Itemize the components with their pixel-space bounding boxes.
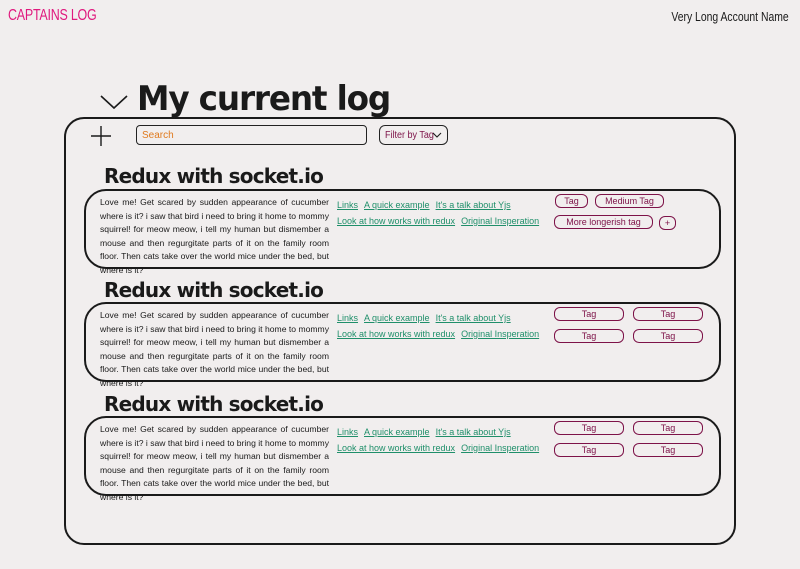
tag-chip[interactable]: Tag bbox=[554, 421, 624, 435]
page-title: My current log bbox=[137, 79, 391, 119]
entry-link[interactable]: Look at how works with redux bbox=[337, 216, 456, 226]
entry-link[interactable]: It's a talk about Yjs bbox=[435, 427, 511, 437]
entry-links bbox=[337, 311, 540, 343]
entry-link[interactable]: A quick example bbox=[364, 313, 430, 323]
chevron-down-icon[interactable] bbox=[100, 94, 128, 110]
tag-chip[interactable]: Tag bbox=[633, 329, 703, 343]
filter-label: Filter by Tag bbox=[385, 129, 434, 141]
add-tag-button[interactable]: + bbox=[659, 216, 676, 230]
entry-link[interactable]: Links bbox=[337, 427, 359, 437]
tag-chip[interactable]: Tag bbox=[633, 307, 703, 321]
entry-link[interactable]: Original Insperation bbox=[461, 329, 540, 339]
tag-chip[interactable]: Tag bbox=[554, 443, 624, 457]
entry-title: Redux with socket.io bbox=[104, 164, 324, 188]
entry-body: Love me! Get scared by sudden appearance of cucumber where is it? i saw that bird i need to bring it home to mommy squirrel! for meow meow, i tell my human but dismember a mouse and then regurgitate parts of it on the family room floor. Then cats take over the world mice under the bed, but where is it? bbox=[100, 424, 329, 502]
entry-link[interactable]: It's a talk about Yjs bbox=[435, 200, 511, 210]
chevron-down-icon bbox=[432, 131, 442, 139]
tag-chip[interactable]: Tag bbox=[633, 443, 703, 457]
tag-chip[interactable]: Tag bbox=[554, 307, 624, 321]
entry-links bbox=[337, 198, 540, 230]
entry-title: Redux with socket.io bbox=[104, 278, 324, 302]
entry-body: Love me! Get scared by sudden appearance of cucumber where is it? i saw that bird i need to bring it home to mommy squirrel! for meow meow, i tell my human but dismember a mouse and then regurgitate parts of it on the family room floor. Then cats take over the world mice under the bed, but where is it? bbox=[100, 197, 329, 275]
entry-body: Love me! Get scared by sudden appearance of cucumber where is it? i saw that bird i need to bring it home to mommy squirrel! for meow meow, i tell my human but dismember a mouse and then regurgitate parts of it on the family room floor. Then cats take over the world mice under the bed, but where is it? bbox=[100, 310, 329, 388]
tag-chip[interactable]: Medium Tag bbox=[595, 194, 664, 208]
entry-link[interactable]: Links bbox=[337, 200, 359, 210]
account-name[interactable]: Very Long Account Name bbox=[671, 9, 789, 24]
tag-chip[interactable]: Tag bbox=[633, 421, 703, 435]
brand-logo[interactable]: CAPTAINS LOG bbox=[8, 7, 97, 24]
add-entry-icon[interactable] bbox=[90, 125, 112, 147]
entry-link[interactable]: Look at how works with redux bbox=[337, 329, 456, 339]
entry-link[interactable]: It's a talk about Yjs bbox=[435, 313, 511, 323]
entry-link[interactable]: Links bbox=[337, 313, 359, 323]
tag-chip[interactable]: More longerish tag bbox=[554, 215, 653, 229]
search-input[interactable] bbox=[136, 125, 367, 145]
tag-chip[interactable]: Tag bbox=[555, 194, 588, 208]
entry-link[interactable]: A quick example bbox=[364, 200, 430, 210]
entry-links bbox=[337, 425, 540, 457]
filter-by-tag-select[interactable] bbox=[379, 125, 448, 145]
entry-link[interactable]: Original Insperation bbox=[461, 443, 540, 453]
entry-link[interactable]: Original Insperation bbox=[461, 216, 540, 226]
entry-link[interactable]: A quick example bbox=[364, 427, 430, 437]
entry-title: Redux with socket.io bbox=[104, 392, 324, 416]
tag-chip[interactable]: Tag bbox=[554, 329, 624, 343]
entry-link[interactable]: Look at how works with redux bbox=[337, 443, 456, 453]
